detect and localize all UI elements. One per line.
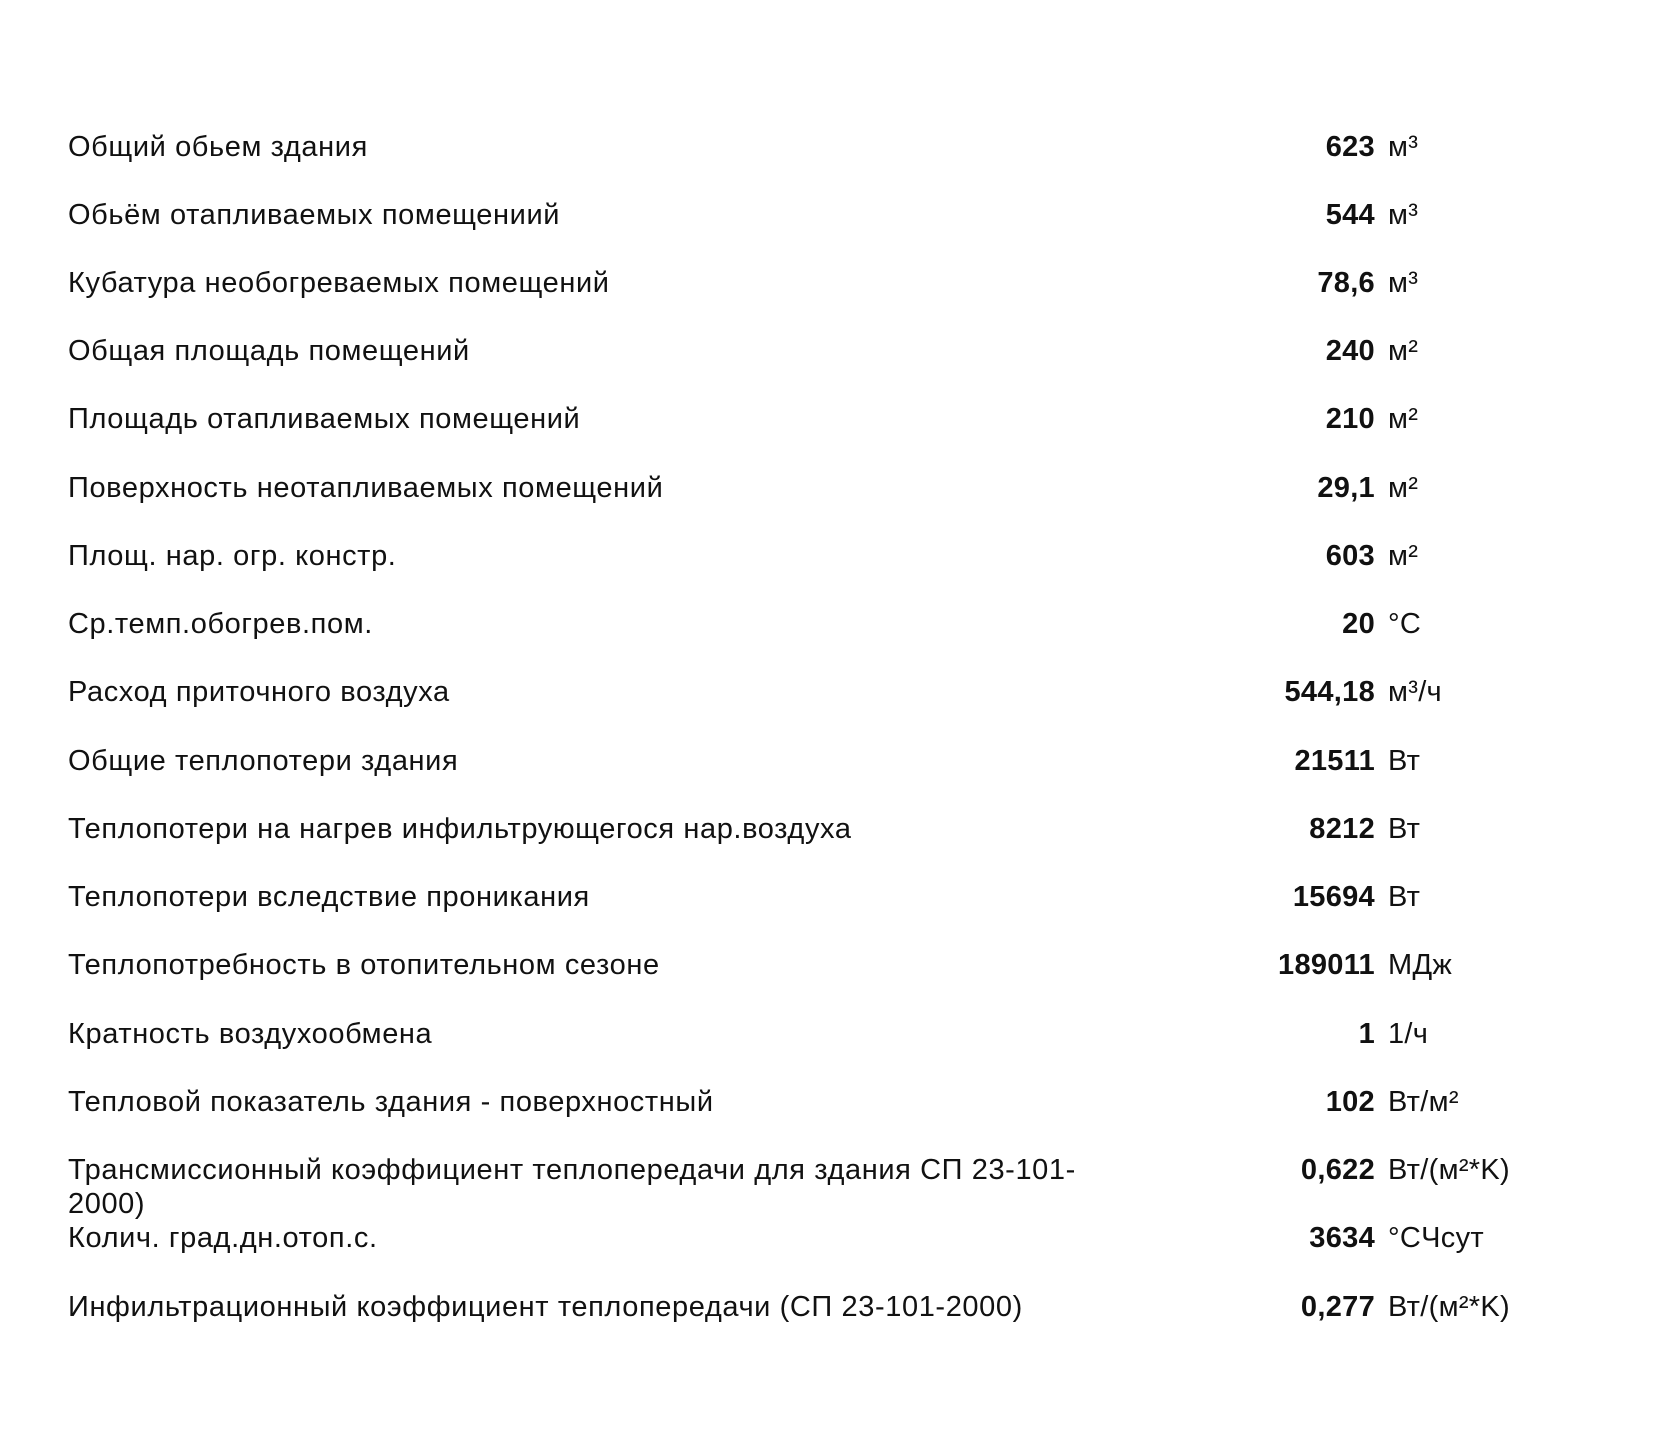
parameter-row [0,266,1654,326]
parameter-value: 8212 [1309,813,1375,845]
parameter-row [0,198,1654,258]
parameter-unit: м³ [1388,267,1419,299]
parameter-label: Теплопотребность в отопительном сезоне [68,949,660,981]
parameter-value: 3634 [1309,1222,1375,1254]
parameter-label: Площадь отапливаемых помещений [68,403,581,435]
parameter-label: Обьём отапливаемых помещениий [68,199,561,231]
parameter-label: Теплопотери вследствие проникания [68,881,590,913]
parameter-label: Общие теплопотери здания [68,745,459,777]
parameter-unit: Вт/(м²*K) [1388,1154,1510,1186]
parameter-label: Инфильтрационный коэффициент теплопередачи (СП 23-101-2000) [68,1291,1023,1323]
parameter-unit: °C [1388,608,1422,640]
parameter-value: 210 [1325,403,1375,435]
parameter-row [0,1153,1654,1220]
parameter-label: Общий обьем здания [68,131,368,163]
parameter-unit: Вт/м² [1388,1086,1459,1118]
parameter-label: Тепловой показатель здания - поверхностный [68,1086,714,1118]
parameter-label: Ср.темп.обогрев.пом. [68,608,373,640]
parameter-unit: °CЧсут [1388,1222,1484,1254]
parameter-value: 603 [1325,540,1375,572]
parameter-unit: Вт/(м²*K) [1388,1291,1510,1323]
parameter-unit: м³/ч [1388,676,1442,708]
parameter-row [0,1085,1654,1145]
parameter-value: 189011 [1278,949,1375,981]
parameter-label: Расход приточного воздуха [68,676,450,708]
parameter-label: Кратность воздухообмена [68,1018,433,1050]
parameter-value: 102 [1325,1086,1375,1118]
parameter-row [0,675,1654,735]
parameter-label: Колич. град.дн.отоп.с. [68,1222,378,1254]
parameter-row [0,812,1654,872]
parameter-value: 544,18 [1284,676,1375,708]
parameter-row [0,1221,1654,1281]
parameter-label: Кубатура необогреваемых помещений [68,267,610,299]
parameter-row [0,402,1654,462]
parameter-value: 29,1 [1317,472,1375,504]
parameter-value: 240 [1325,335,1375,367]
parameter-label: Поверхность неотапливаемых помещений [68,472,664,504]
parameter-value: 623 [1325,131,1375,163]
parameter-row [0,880,1654,940]
parameter-row [0,948,1654,1008]
parameter-unit: Вт [1388,813,1421,845]
parameter-unit: м² [1388,403,1419,435]
parameter-value: 544 [1325,199,1375,231]
parameter-row [0,334,1654,394]
parameter-row [0,1290,1654,1350]
parameter-value: 1 [1358,1018,1375,1050]
parameter-row [0,539,1654,599]
parameter-unit: м² [1388,335,1419,367]
parameter-unit: м² [1388,472,1419,504]
parameter-label: Общая площадь помещений [68,335,470,367]
parameter-row [0,607,1654,667]
parameter-value: 78,6 [1317,267,1375,299]
parameter-unit: Вт [1388,745,1421,777]
parameter-unit: м³ [1388,131,1419,163]
parameter-label: Трансмиссионный коэффициент теплопередачи для здания СП 23-101-2000) [68,1154,1076,1220]
parameter-label: Теплопотери на нагрев инфильтрующегося нар.воздуха [68,813,852,845]
parameter-unit: 1/ч [1388,1018,1429,1050]
parameter-unit: м³ [1388,199,1419,231]
parameter-value: 0,622 [1300,1154,1375,1186]
parameter-value: 21511 [1294,745,1375,777]
parameter-unit: Вт [1388,881,1421,913]
parameter-value: 15694 [1292,881,1375,913]
parameter-label: Площ. нар. огр. констр. [68,540,397,572]
parameter-row [0,744,1654,804]
parameter-row [0,471,1654,531]
parameter-unit: м² [1388,540,1419,572]
parameter-value: 20 [1342,608,1375,640]
parameter-row [0,130,1654,190]
parameter-value: 0,277 [1300,1291,1375,1323]
parameter-unit: МДж [1388,949,1453,981]
parameter-row [0,1017,1654,1077]
